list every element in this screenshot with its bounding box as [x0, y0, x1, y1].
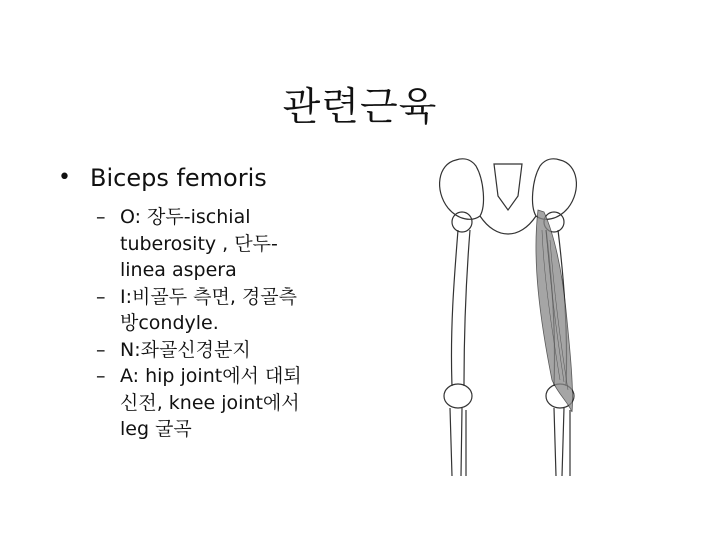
hip-joint-left [452, 212, 472, 232]
origin-line-2: tuberosity , 단두- [120, 232, 278, 255]
bullet-label: Biceps femoris [90, 164, 267, 192]
bullet-marker: • [58, 165, 71, 190]
action-line-2: 신전, knee joint에서 [120, 391, 300, 414]
sacrum [494, 164, 522, 210]
sub-bullet-origin [58, 204, 358, 284]
dash-marker: – [96, 365, 106, 387]
insertion-line-1: I:비골두 측면, 경골측 [120, 285, 297, 308]
slide-title: 관련근육 [282, 85, 438, 130]
sub-bullet-nerve [58, 337, 358, 364]
insertion-line-2: 방condyle. [120, 312, 219, 334]
sub-bullet-list [58, 204, 358, 443]
anatomy-illustration [428, 150, 588, 480]
origin-line-1: O: 장두-ischial [120, 206, 251, 228]
action-line-3: leg 굴곡 [120, 418, 192, 440]
action-line-1: A: hip joint에서 대퇴 [120, 365, 302, 387]
knee-left [444, 384, 472, 408]
bullet-item [58, 160, 358, 196]
sub-bullet-insertion [58, 284, 358, 337]
tibia-right [554, 408, 570, 476]
origin-line-3: linea aspera [120, 259, 237, 281]
femur-left [451, 230, 470, 386]
dash-marker: – [96, 285, 106, 308]
dash-marker: – [96, 206, 106, 228]
pelvis-left [440, 159, 484, 219]
tibia-left [450, 408, 466, 476]
nerve-line-1: N:좌골신경분지 [120, 338, 251, 361]
bullet-list [58, 160, 358, 443]
dash-marker: – [96, 338, 106, 361]
sub-bullet-action [58, 363, 358, 443]
